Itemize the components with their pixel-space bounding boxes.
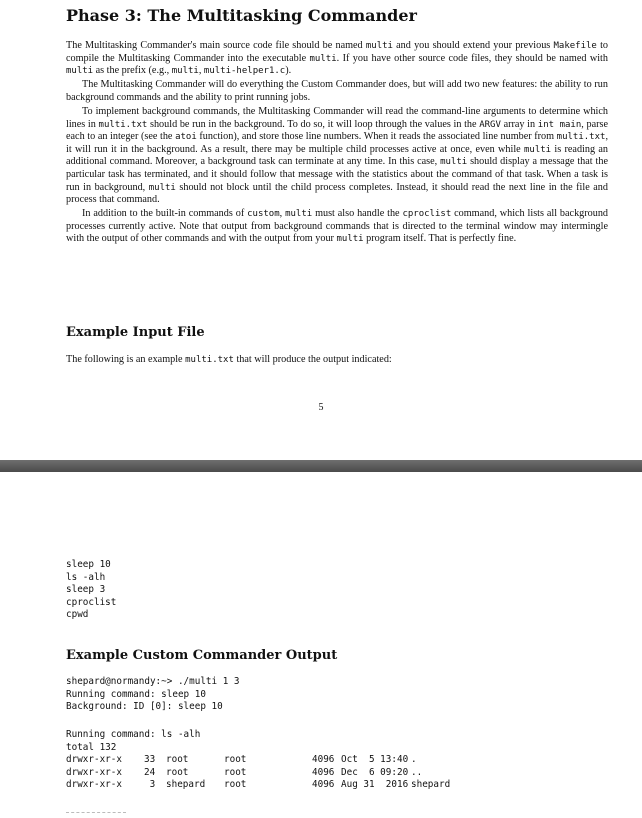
inline-code: multi.txt: [185, 355, 234, 365]
inline-code: multi: [285, 209, 313, 220]
cutoff-text-line: [66, 812, 126, 816]
page-6: [0, 472, 642, 818]
output-block-2: [66, 729, 200, 754]
inline-code: multi.txt: [556, 132, 606, 143]
inline-code: int main: [537, 119, 582, 130]
ls-name: ..: [411, 766, 423, 778]
ls-links: 3: [144, 779, 156, 791]
ls-date: Aug 31 2016: [341, 779, 409, 791]
ls-date: Dec 6 09:20: [341, 766, 409, 778]
example-input-intro: The following is an example multi.txt that will produce the output indicated:: [66, 354, 392, 365]
inline-code: multi: [66, 66, 94, 77]
code-line: Background: ID [0]: sleep 10: [66, 701, 223, 713]
ls-owner: root: [166, 754, 189, 765]
inline-code: multi: [171, 66, 199, 77]
paragraph-3: To implement background commands, the Multitasking Commander will read the command-line arguments to determine which lines in multi.txt should be run in the background. To do so, it will loop through the values in the ARGV array in int main, parse each to an integer (see the atoi function), and store those line numbers. When it reads the associated line number from multi.txt, it will run it in the background. As a result, there may be multiple child processes active at once, even while multi is reading an additional command. Moreover, a background task can terminate at any time. In this case, multi should display a message that the particular task has terminated, and it should follow that message with the statistics about the command of that task. When a task is run in background, multi should not block until the child process completes. Instead, it should read the next line in the file and process that command.: [66, 105, 608, 206]
paragraph-1: The Multitasking Commander's main source code file should be named multi and you should extend your previous Makefile to compile the Multitasking Commander into the executable multi. If you have other source code files, they should be named with multi as the prefix (e.g., multi, multi-helper1.c).: [66, 40, 608, 77]
ls-row: [66, 754, 466, 767]
ls-links: 33: [144, 754, 156, 765]
inline-code: multi-helper1.c: [203, 66, 286, 77]
inline-code: multi: [309, 53, 337, 64]
code-line: shepard@normandy:~> ./multi 1 3: [66, 676, 240, 687]
ls-row: [66, 767, 466, 780]
ls-output-table: [66, 754, 466, 792]
inline-code: multi: [524, 144, 552, 155]
ls-date: Oct 5 13:40: [341, 754, 409, 765]
code-line: ls -alh: [66, 571, 106, 583]
ls-size: 4096: [312, 779, 335, 791]
inline-code: Makefile: [553, 41, 597, 51]
code-line: total 132: [66, 741, 117, 753]
ls-group: root: [224, 766, 247, 778]
ls-owner: shepard: [166, 779, 206, 791]
inline-code: atoi: [175, 132, 197, 143]
ls-group: root: [224, 754, 247, 765]
ls-size: 4096: [312, 754, 335, 765]
code-line: Running command: sleep 10: [66, 688, 206, 700]
ls-perm: drwxr-xr-x: [66, 766, 122, 778]
inline-code: ARGV: [479, 119, 501, 130]
body-text: [66, 40, 608, 246]
ls-perm: drwxr-xr-x: [66, 779, 122, 791]
inline-code: multi: [365, 41, 393, 51]
ls-perm: drwxr-xr-x: [66, 754, 122, 765]
example-input-heading: Example Input File: [66, 325, 205, 340]
paragraph-2: The Multitasking Commander will do everything the Custom Commander does, but will add two new features: the ability to run background commands and the ability to print running jobs.: [66, 79, 608, 103]
code-line: sleep 10: [66, 559, 111, 570]
ls-name: shepard: [411, 779, 451, 791]
page-divider: [0, 460, 642, 472]
ls-name: .: [411, 754, 417, 765]
output-block-1: [66, 676, 240, 714]
ls-group: root: [224, 779, 247, 791]
ls-owner: root: [166, 766, 189, 778]
code-line: cproclist: [66, 596, 117, 608]
ls-row: [66, 779, 466, 792]
example-output-heading: Example Custom Commander Output: [66, 648, 338, 663]
paragraph-4: In addition to the built-in commands of custom, multi must also handle the cproclist command, which lists all background processes currently active. Note that output from background commands that is directed to the terminal window may intermingle with the output of other commands and with the output from your multi program itself. That is perfectly fine.: [66, 208, 609, 245]
inline-code: multi: [336, 234, 364, 245]
inline-code: cproclist: [402, 209, 452, 220]
ls-size: 4096: [312, 766, 335, 778]
inline-code: multi: [440, 157, 468, 168]
code-line: Running command: ls -alh: [66, 729, 201, 740]
page-number: 5: [318, 402, 324, 413]
section-title: Phase 3: The Multitasking Commander: [66, 6, 417, 25]
code-line: cpwd: [66, 609, 89, 621]
inline-code: multi.txt: [98, 119, 148, 130]
inline-code: custom: [247, 209, 280, 220]
ls-links: 24: [144, 766, 156, 778]
input-file-listing: [66, 559, 116, 622]
inline-code: multi: [148, 182, 176, 193]
code-line: sleep 3: [66, 584, 106, 596]
